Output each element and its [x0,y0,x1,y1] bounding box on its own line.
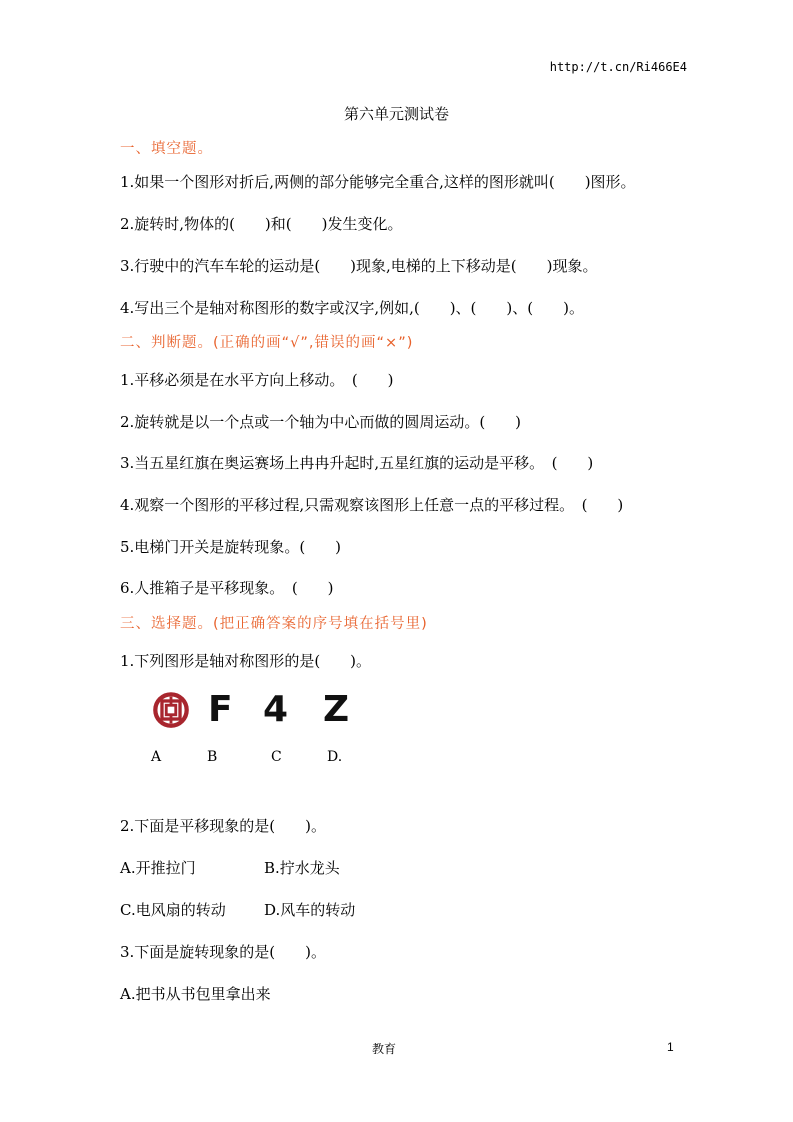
figure-label-c: C [271,749,282,765]
true-false-question: 2.旋转就是以一个点或一个轴为中心而做的圆周运动。( ) [120,413,522,431]
true-false-question: 4.观察一个图形的平移过程,只需观察该图形上任意一点的平移过程。 ( ) [120,496,624,514]
fill-blank-question: 4.写出三个是轴对称图形的数字或汉字,例如,( )、( )、( )。 [120,299,584,317]
section-heading-multiple-choice: 三、选择题。(把正确答案的序号填在括号里) [120,616,428,632]
section-heading-true-false: 二、判断题。(正确的画“√”,错误的画“×”) [120,335,414,351]
figure-label-b: B [207,749,218,765]
fill-blank-question: 1.如果一个图形对折后,两侧的部分能够完全重合,这样的图形就叫( )图形。 [120,173,636,191]
header-url: http://t.cn/Ri466E4 [549,60,687,74]
fill-blank-question: 3.行驶中的汽车车轮的运动是( )现象,电梯的上下移动是( )现象。 [120,257,598,275]
footer-text: 教育 [372,1042,397,1056]
choice-option: A.把书从书包里拿出来 [120,985,271,1003]
letter-z-figure: Z [323,689,350,730]
choice-question: 3.下面是旋转现象的是( )。 [120,943,327,961]
choice-question: 1.下列图形是轴对称图形的是( )。 [120,652,372,670]
choice-option: C.电风扇的转动 [120,901,226,919]
letter-f-figure: F [208,689,233,730]
bank-logo-icon [152,691,190,729]
choice-option: A.开推拉门 [120,859,196,877]
true-false-question: 6.人推箱子是平移现象。 ( ) [120,579,334,597]
page-title: 第六单元测试卷 [343,105,449,123]
section-heading-fill-blank: 一、填空题。 [120,141,213,157]
true-false-question: 3.当五星红旗在奥运赛场上冉冉升起时,五星红旗的运动是平移。 ( ) [120,454,594,472]
fill-blank-question: 2.旋转时,物体的( )和( )发生变化。 [120,215,403,233]
figure-label-d: D. [327,749,343,765]
figure-label-a: A [151,749,162,765]
digit-4-figure: 4 [263,689,289,730]
true-false-question: 1.平移必须是在水平方向上移动。 ( ) [120,371,394,389]
page-number: 1 [667,1040,674,1054]
choice-option: B.拧水龙头 [264,859,340,877]
choice-question: 2.下面是平移现象的是( )。 [120,817,327,835]
true-false-question: 5.电梯门开关是旋转现象。( ) [120,538,342,556]
choice-option: D.风车的转动 [264,901,356,919]
